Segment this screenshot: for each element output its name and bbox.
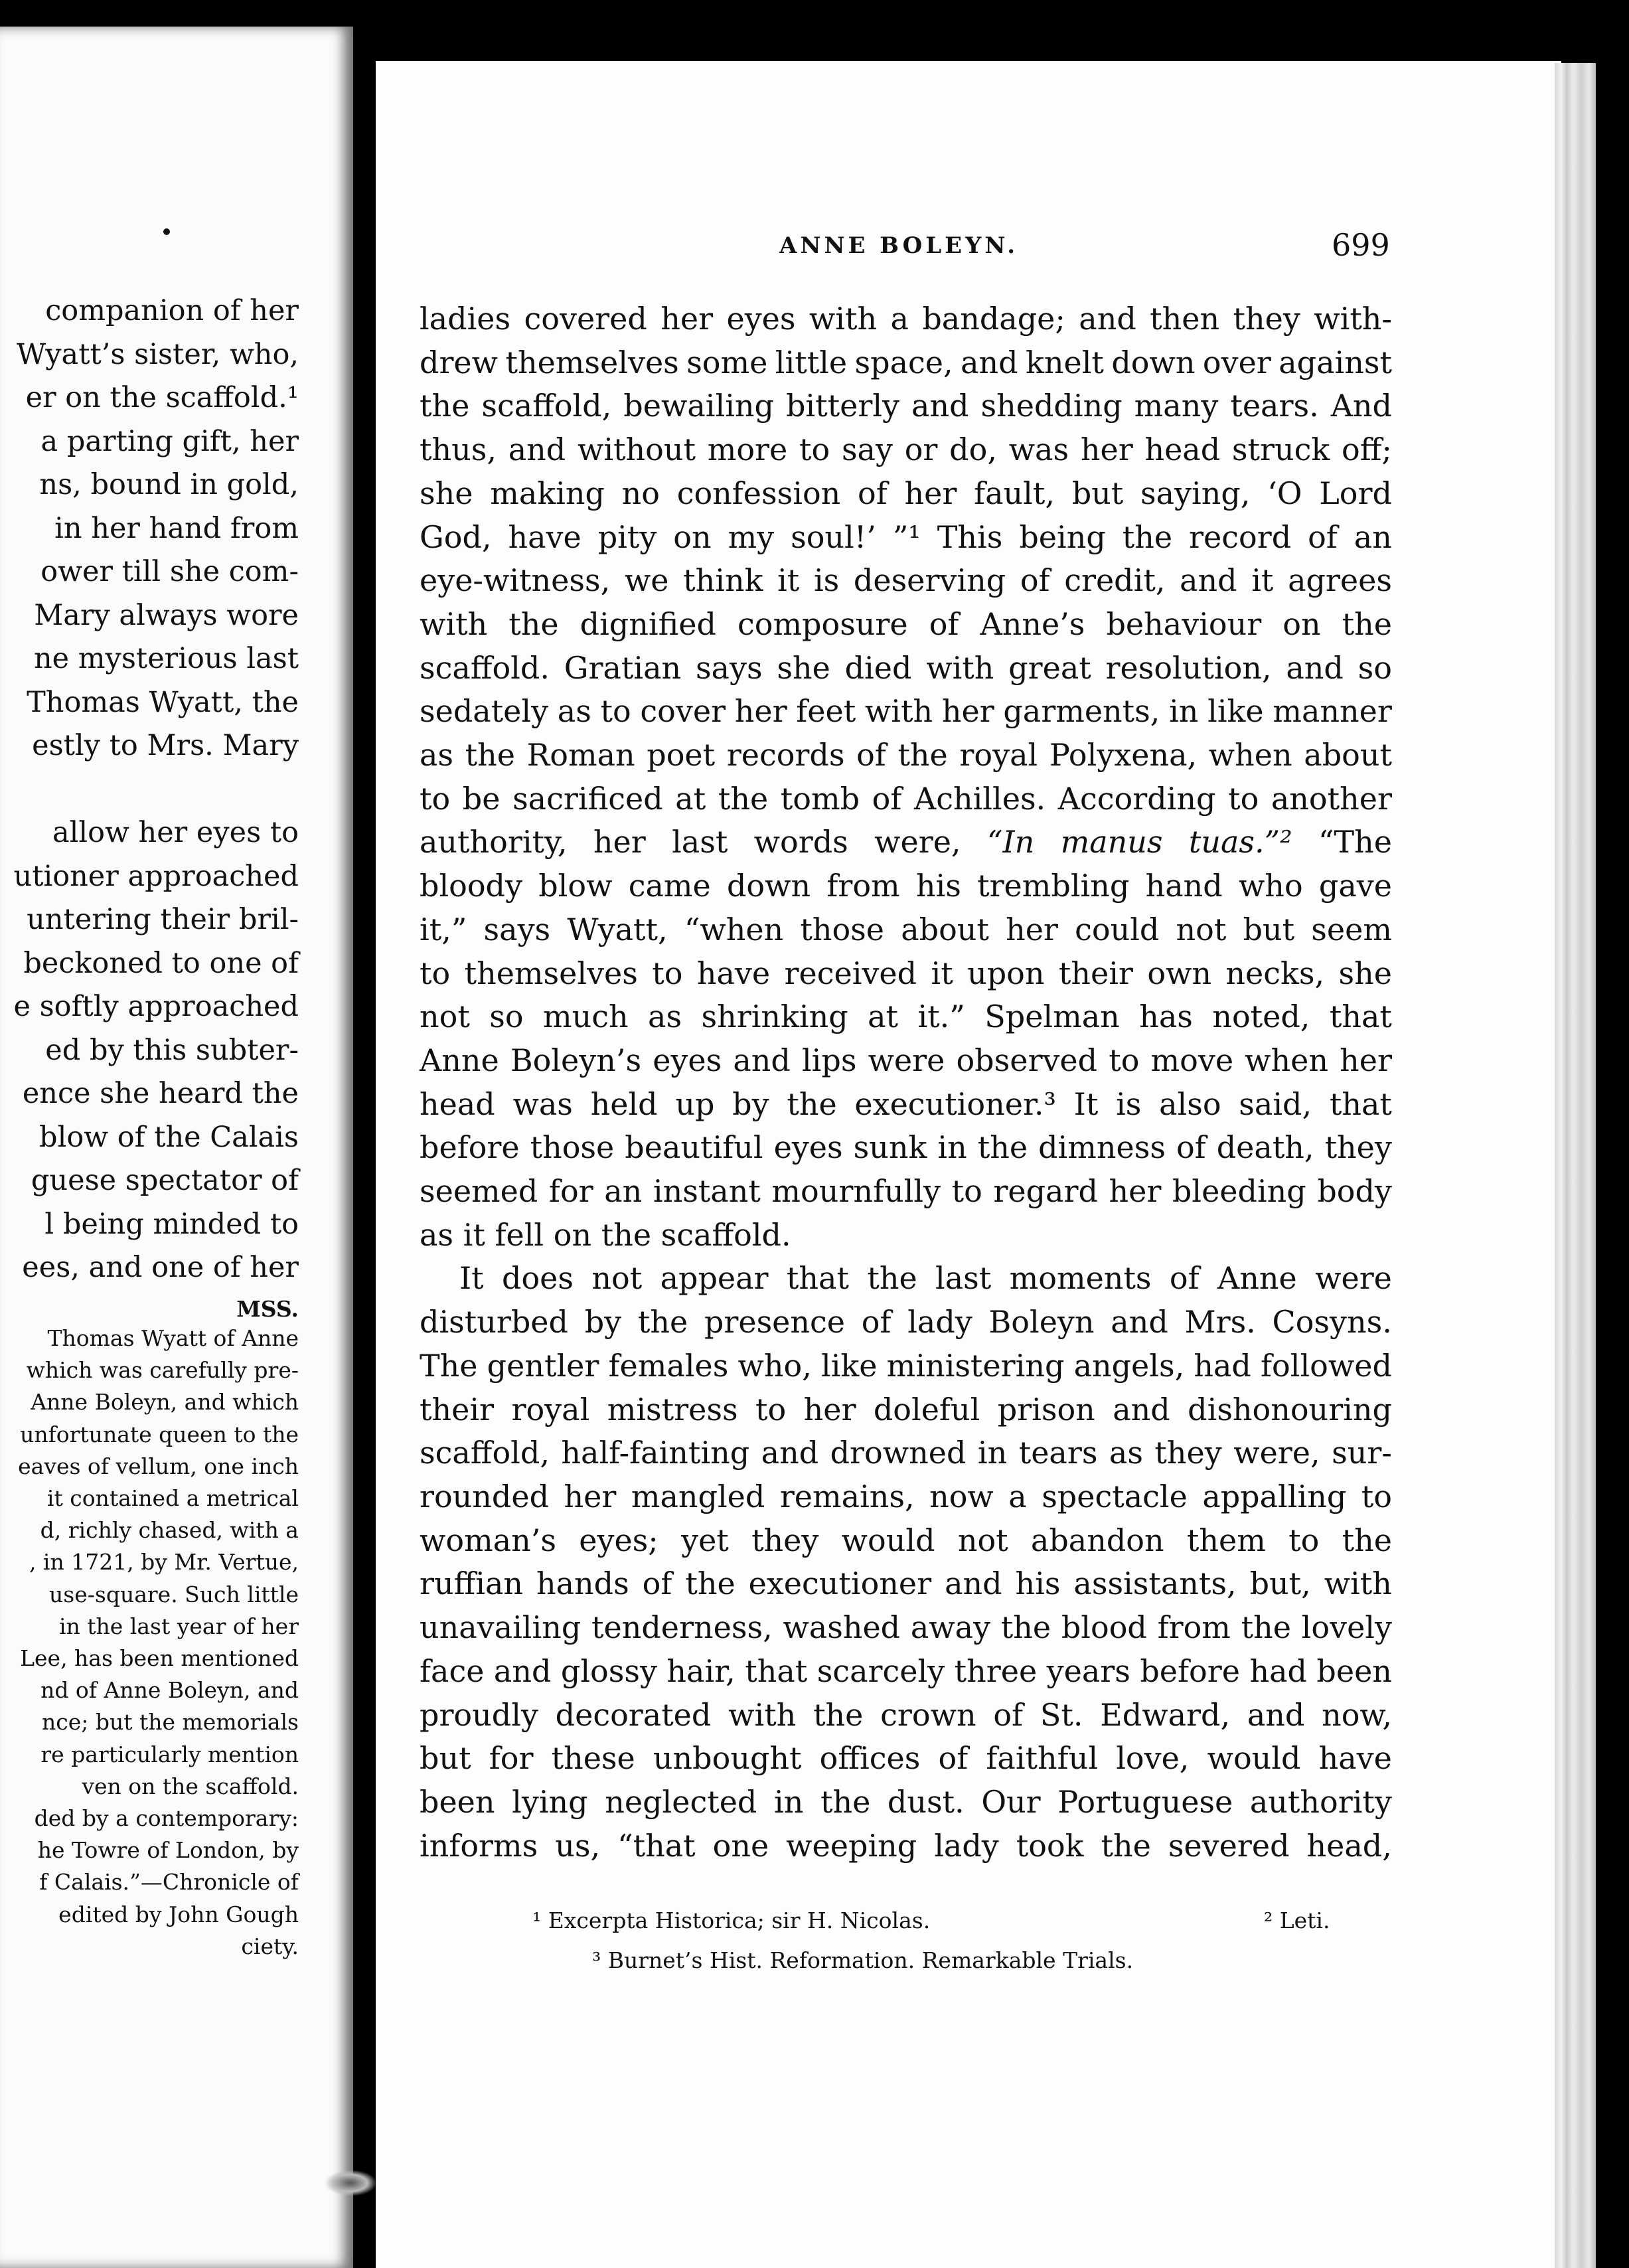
left-line: Wyatt’s sister, who, [17,337,299,371]
footnote-3: ³ Burnet’s Hist. Reformation. Remarkable Trials. [592,1947,1134,1973]
body-line: as the Roman poet records of the royal Polyxena, when about [420,737,1392,773]
left-line: Thomas Wyatt, the [27,685,299,719]
left-footnote-line: Lee, has been mentioned [20,1645,299,1672]
left-footnote-line: edited by John Gough [58,1901,299,1927]
left-footnote-line: it contained a metrical [46,1485,299,1512]
body-line: face and glossy hair, that scarcely three years before had been [420,1653,1392,1689]
body-line: she making no confession of her fault, but saying, ‘O Lord [420,475,1392,511]
body-line: before those beautiful eyes sunk in the dimness of death, they [420,1129,1392,1166]
body-line: it,” says Wyatt, “when those about her could not but seem [420,911,1392,947]
body-line: woman’s eyes; yet they would not abandon them to the [420,1522,1392,1558]
left-footnote-line: nd of Anne Boleyn, and [40,1677,299,1704]
left-line: e softly approached [13,990,299,1023]
body-line: scaffold, half-fainting and drowned in tears as they were, sur- [420,1435,1392,1471]
scan-border [1596,0,1629,2268]
body-line: ruffian hands of the executioner and his assistants, but, with [420,1566,1392,1602]
body-line: ladies covered her eyes with a bandage; and then they with- [420,301,1392,337]
left-line: in her hand from [54,511,299,545]
body-line: drew themselves some little space, and knelt down over against [420,344,1392,380]
body-line: but for these unbought offices of faithful love, would have [420,1740,1392,1777]
left-line: Mary always wore [34,598,299,632]
left-footnote-line: eaves of vellum, one inch [18,1453,299,1479]
body-line: The gentler females who, like ministering angels, had followed [420,1347,1392,1384]
left-footnote-heading: MSS. [236,1296,299,1322]
body-text [420,297,1392,1868]
left-footnote-line: ded by a contemporary: [34,1805,299,1832]
footnotes [420,1901,1392,1981]
left-line: companion of her [45,294,299,327]
left-line: ees, and one of her [22,1251,299,1284]
body-line: seemed for an instant mournfully to regard her bleeding body [420,1173,1392,1210]
body-line: proudly decorated with the crown of St. Edward, and now, [420,1696,1392,1733]
left-footnote-line: nce; but the memorials [41,1709,299,1736]
left-line: ns, bound in gold, [39,468,299,501]
left-footnote-line: , in 1721, by Mr. Vertue, [29,1549,299,1576]
body-line: eye-witness, we think it is deserving of credit, and it agrees [420,562,1392,599]
body-line: disturbed by the presence of lady Boleyn and Mrs. Cosyns. [420,1304,1392,1340]
left-footnote-line: he Towre of London, by [37,1837,299,1864]
body-line: It does not appear that the last moments of Anne were [459,1260,1392,1297]
footnote-1: ¹ Excerpta Historica; sir H. Nicolas. [532,1907,931,1933]
left-line: beckoned to one of [23,946,299,980]
left-page-text-block-1 [0,289,299,768]
left-line: allow her eyes to [52,816,299,849]
left-footnote-line: ciety. [241,1933,299,1959]
running-head: ANNE BOLEYN. [779,232,1019,259]
left-line: ed by this subter- [45,1033,299,1067]
left-line: utioner approached [13,859,299,893]
body-line: to be sacrificed at the tomb of Achilles. According to another [420,780,1392,817]
left-line: er on the scaffold.¹ [25,381,299,414]
left-footnote-line: Anne Boleyn, and which [31,1389,299,1416]
left-line: a parting gift, her [40,424,299,458]
page-edges [1555,63,1596,2268]
body-line: as it fell on the scaffold. [420,1216,791,1253]
ink-dot [163,228,170,235]
left-line: blow of the Calais [39,1120,299,1154]
footnote-row-2 [420,1941,1392,1981]
left-footnote-line: f Calais.”—Chronicle of [39,1869,299,1896]
body-line: rounded her mangled remains, now a spectacle appalling to [420,1478,1392,1514]
body-line: sedately as to cover her feet with her garments, in like manner [420,693,1392,730]
left-line: l being minded to [44,1207,299,1241]
left-footnote-line: Thomas Wyatt of Anne [47,1325,299,1351]
book-gutter [353,0,376,2268]
left-line: untering their bril- [27,903,299,936]
left-line: ower till she com- [40,555,299,588]
left-page-footnotes [0,1323,299,1963]
body-line: scaffold. Gratian says she died with great resolution, and so [420,649,1392,686]
left-line: guese spectator of [31,1164,299,1197]
left-footnote-line: use-square. Such little [49,1581,299,1607]
body-line: authority, her last words were, “In manus tuas.”² “The [420,824,1392,860]
body-line: God, have pity on my soul!’ ”¹ This being the record of an [420,519,1392,555]
footnote-2: ² Leti. [1264,1907,1330,1933]
left-footnote-line: unfortunate queen to the [20,1421,299,1447]
footnote-row-1 [420,1901,1392,1941]
left-footnote-line: which was carefully pre- [26,1357,299,1384]
body-line: been lying neglected in the dust. Our Portuguese authority [420,1783,1392,1820]
body-line: to themselves to have received it upon their own necks, she [420,955,1392,991]
body-line: informs us, “that one weeping lady took the severed head, [420,1827,1392,1864]
left-footnote-line: ven on the scaffold. [82,1773,299,1799]
left-line: estly to Mrs. Mary [32,729,299,762]
left-footnote-line: in the last year of her [59,1613,299,1639]
page-number: 699 [1332,227,1390,263]
body-line: unavailing tenderness, washed away the blood from the lovely [420,1609,1392,1646]
left-line: ne mysterious last [33,642,299,675]
left-page [0,27,353,2268]
left-footnote-line: d, richly chased, with a [40,1517,299,1544]
body-line: not so much as shrinking at it.” Spelman has noted, that [420,999,1392,1035]
body-line: thus, and without more to say or do, was her head struck off; [420,432,1392,468]
scan-smudge [324,2170,377,2196]
left-footnote-line: re particularly mention [40,1741,299,1767]
body-line: Anne Boleyn’s eyes and lips were observed to move when her [420,1042,1392,1078]
body-line: with the dignified composure of Anne’s behaviour on the [420,606,1392,642]
body-line: bloody blow came down from his trembling hand who gave [420,868,1392,904]
left-line: ence she heard the [22,1077,299,1110]
body-line: head was held up by the executioner.³ It is also said, that [420,1086,1392,1122]
body-line: the scaffold, bewailing bitterly and shedding many tears. And [420,388,1392,424]
left-page-text-block-2 [0,811,299,1290]
body-line: their royal mistress to her doleful prison and dishonouring [420,1391,1392,1427]
